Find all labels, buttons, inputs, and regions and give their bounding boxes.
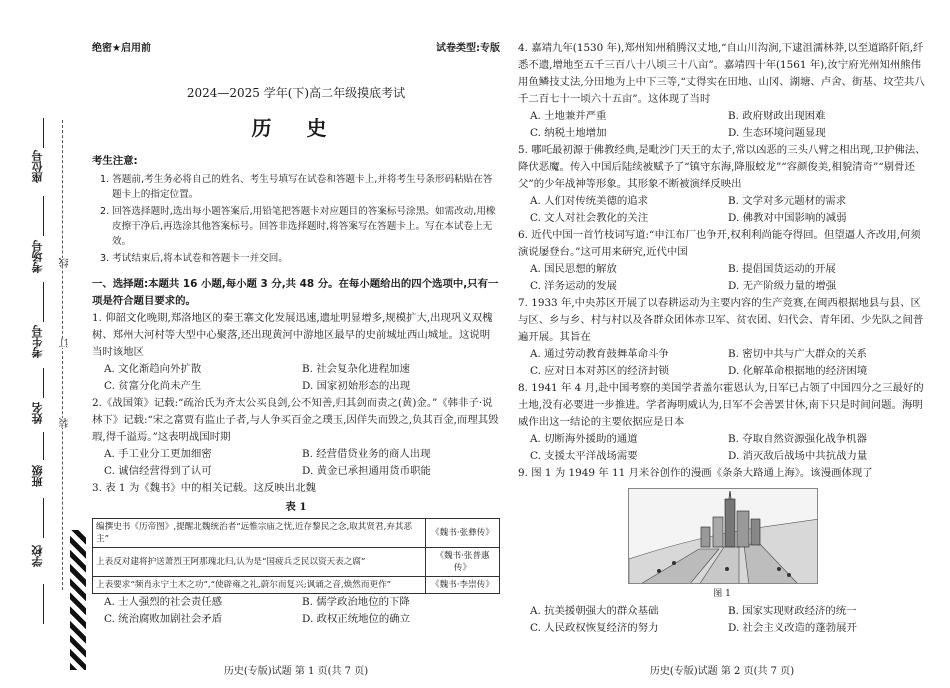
option: C. 贫富分化尚未产生 bbox=[104, 380, 202, 392]
table-cell: 编撰史书《历帝图》,提醒北魏统治者“远惟宗庙之忧,近存黎民之念,取其贤君,弃其恶主” bbox=[93, 519, 426, 548]
option: C. 统治腐败加剧社会矛盾 bbox=[104, 613, 223, 625]
question-3-options bbox=[92, 594, 500, 628]
question-4-stem: 4. 嘉靖九年(1530 年),郑州知州稍腾汉丈地,“自山川沟涧,下逮沮濡林莽,以至道路阡陌,纤悉不遗,增地至五千三百八十八顷三十八亩”。嘉靖四十年(1561 年),汝宁府光州知州熊伟用鱼鳞技丈法,分田地为上中下三等,“丈得实在田地、山冈、湖塘、卢舍、街基、坟茔共八千二百七十一顷六十五亩”。这体现了当时 bbox=[518, 42, 925, 105]
notice-item: 2. 回答选择题时,选出每小题答案后,用铅笔把答题卡对应题目的答案标号涂黑。如需改动,用橡皮擦干净后,再选涂其他答案标号。回答非选择题时,将答案写在答题卡上。写在本试卷上无效。 bbox=[100, 206, 496, 247]
question-8-stem: 8. 1941 年 4 月,赴中国考察的美国学者盖尔霍恩认为,日军已占领了中国四分之三最好的土地,没有必要进一步推进。学者海明威认为,日军不会善罢甘休,南下只是时间问题。海明威作出这一结论的主要依据应是日本 bbox=[518, 382, 924, 428]
option: C. 支援太平洋战场需要 bbox=[530, 450, 638, 462]
option: B. 夺取自然资源强化战争机器 bbox=[728, 433, 867, 445]
question-1-stem: 1. 仰韶文化晚期,郑洛地区的秦王寨文化发展迅速,遗址明显增多,规模扩大,出现巩义双槐树、郑州大河村等大型中心聚落,还出现黄河中游地区最早的史前城址西山城址。这说明当时该地区 bbox=[92, 312, 493, 358]
option: A. 切断海外援助的通道 bbox=[530, 433, 638, 445]
option: C. 洋务运动的发展 bbox=[530, 280, 617, 292]
page-2 bbox=[518, 40, 926, 680]
examno-label: 考生号 bbox=[31, 325, 44, 358]
room-label: 考场号 bbox=[31, 240, 44, 273]
margin-line bbox=[43, 584, 44, 624]
option: D. 无产阶级力量的增强 bbox=[728, 280, 837, 292]
option: A. 手工业分工更加细密 bbox=[104, 448, 212, 460]
option: D. 生态环境问题显现 bbox=[728, 127, 826, 139]
option: D. 社会主义改造的蓬勃展开 bbox=[728, 622, 857, 634]
question-4-options bbox=[518, 108, 926, 142]
paper-type: 试卷类型:专版 bbox=[436, 43, 500, 54]
option: D. 消灭敌后战场中共抗战力量 bbox=[728, 450, 868, 462]
margin-line bbox=[43, 498, 44, 538]
margin-line bbox=[43, 118, 44, 148]
name-label: 姓名 bbox=[31, 402, 44, 424]
question-5-options bbox=[518, 193, 926, 227]
option: C. 文人对社会教化的关注 bbox=[530, 212, 649, 224]
bind-char-ding: 订 bbox=[60, 338, 71, 348]
option: B. 文学对多元题材的需求 bbox=[728, 195, 847, 207]
question-3-stem: 3. 表 1 为《魏书》中的相关记载。这反映出北魏 bbox=[92, 482, 316, 494]
table-cell-source: 《魏书·张普惠传》 bbox=[426, 548, 500, 577]
page-1 bbox=[92, 40, 500, 680]
table-row bbox=[93, 577, 500, 594]
option: B. 儒学政治地位的下降 bbox=[302, 596, 410, 608]
question-6-stem: 6. 近代中国一首竹枝词写道:“申江布厂也争开,权利利尚能夺得回。但望逼人齐改用,何须演说屡登台。”这可用来研究,近代中国 bbox=[518, 229, 921, 258]
subject-title: 历 史 bbox=[251, 116, 341, 140]
option: D. 政权正统地位的确立 bbox=[302, 613, 411, 625]
question-9-stem: 9. 图 1 为 1949 年 11 月米谷创作的漫画《条条大路通上海》。该漫画体现了 bbox=[518, 467, 873, 479]
table-cell: 上表要求“频肖永宁土木之功”,“使辟雍之礼,蔚尔而复兴;讽诵之音,焕然而更作” bbox=[93, 577, 426, 594]
question-1-options bbox=[92, 361, 500, 395]
option: A. 人们对传统美德的追求 bbox=[530, 195, 649, 207]
option: A. 通过劳动教育鼓舞革命斗争 bbox=[530, 348, 669, 360]
table-title: 表 1 bbox=[285, 501, 307, 513]
option: B. 经营借贷业务的商人出现 bbox=[302, 448, 431, 460]
secret-mark: 绝密★启用前 bbox=[92, 43, 151, 54]
option: B. 提倡国货运动的开展 bbox=[728, 263, 836, 275]
question-9-options bbox=[518, 603, 926, 637]
option: A. 士人强烈的社会责任感 bbox=[104, 596, 223, 608]
table-cell-source: 《魏书·李崇传》 bbox=[426, 577, 500, 594]
question-2-stem: 2.《战国策》记载:“疏治氏为齐太公买良剑,公不知善,归其剑而责之(黄)金。”《韩非子·说林下》记载:“宋之富贾有监止子者,与人争买百金之璞玉,因佯失而毁之,负其百金,而理其毁瑕,得千溢焉。”这表明战国时期 bbox=[92, 397, 499, 443]
option: B. 社会复杂化进程加速 bbox=[302, 363, 410, 375]
option: B. 国家实现财政经济的统一 bbox=[728, 605, 857, 617]
option: D. 佛教对中国影响的减弱 bbox=[728, 212, 847, 224]
school-label: 学校 bbox=[31, 545, 44, 567]
margin-line bbox=[43, 368, 44, 398]
cartoon-illustration bbox=[629, 489, 818, 584]
notice-item: 3. 考试结束后,将本试卷和答题卡一并交回。 bbox=[100, 253, 288, 264]
question-7-stem: 7. 1933 年,中央苏区开展了以春耕运动为主要内容的生产竞赛,在闽西根据地县与县、区与区、乡与乡、村与村以及各群众团体赤卫军、贫农团、妇代会、青年团、少先队之间普遍开展。其旨在 bbox=[518, 297, 924, 343]
binding-stripes bbox=[70, 530, 86, 670]
option: A. 抗美援朝强大的群众基础 bbox=[530, 605, 659, 617]
question-6-options bbox=[518, 261, 926, 295]
option: C. 诚信经营得到了认可 bbox=[104, 465, 212, 477]
notice-item: 1. 答题前,考生务必将自己的姓名、考生号填写在试卷和答题卡上,并将考生号条形码粘贴在答题卡上的指定位置。 bbox=[100, 174, 493, 200]
page-top-row bbox=[92, 40, 500, 57]
option: D. 化解革命根据地的经济困境 bbox=[728, 365, 868, 377]
option: A. 土地兼并严重 bbox=[530, 110, 607, 122]
option: C. 应对日本对苏区的经济封锁 bbox=[530, 365, 669, 377]
page-footer: 历史(专版)试题 第 2 页(共 7 页) bbox=[649, 666, 795, 677]
option: D. 国家初始形态的出现 bbox=[302, 380, 411, 392]
margin-line bbox=[43, 196, 44, 236]
seat-label: 座位号 bbox=[31, 150, 44, 183]
question-2-options bbox=[92, 446, 500, 480]
binding-margin bbox=[0, 0, 88, 688]
bind-char-xian: 线 bbox=[60, 258, 71, 268]
binding-dashed-line bbox=[62, 120, 63, 590]
margin-line bbox=[43, 282, 44, 322]
margin-line bbox=[43, 432, 44, 460]
bind-char-zhuang: 装 bbox=[60, 418, 71, 428]
question-5-stem: 5. 哪吒最初源于佛教经典,是毗沙门天王的太子,常以凶恶的三头八臂之相出现,卫护佛法、降伏恶魔。传入中国后陆续被赋予了“镇守东海,降服蛟龙”“容颜俊美,相貌清奇”“剔骨还父”的少年战神等形象。其形象不断被演绎反映出 bbox=[518, 144, 926, 190]
notice-title: 考生注意: bbox=[92, 155, 138, 167]
section-heading: 一、选择题:本题共 16 小题,每小题 3 分,共 48 分。在每小题给出的四个选项中,只有一项是符合题目要求的。 bbox=[92, 278, 499, 307]
option: D. 黄金已承担通用货币职能 bbox=[302, 465, 431, 477]
cartoon-figure bbox=[628, 488, 818, 584]
question-7-options bbox=[518, 346, 926, 380]
table-cell: 上表反对建将护送萧烈王阿那瑰北归,认为是“国疲兵乏民以资天表之腐” bbox=[93, 548, 426, 577]
class-label: 班级 bbox=[31, 465, 44, 487]
option: B. 政府财政出现困难 bbox=[728, 110, 826, 122]
option: C. 人民政权恢复经济的努力 bbox=[530, 622, 659, 634]
table-cell-source: 《魏书·张彝传》 bbox=[426, 519, 500, 548]
exam-title: 2024—2025 学年(下)高二年级摸底考试 bbox=[186, 86, 406, 100]
table-row bbox=[93, 548, 500, 577]
table-row bbox=[93, 519, 500, 548]
option: A. 文化渐趋向外扩散 bbox=[104, 363, 202, 375]
question-8-options bbox=[518, 431, 926, 465]
option: A. 国民思想的解放 bbox=[530, 263, 617, 275]
source-table bbox=[92, 518, 500, 594]
option: B. 密切中共与广大群众的关系 bbox=[728, 348, 867, 360]
option: C. 纳税土地增加 bbox=[530, 127, 607, 139]
figure-caption: 图 1 bbox=[713, 589, 731, 599]
page-footer: 历史(专版)试题 第 1 页(共 7 页) bbox=[223, 666, 369, 677]
